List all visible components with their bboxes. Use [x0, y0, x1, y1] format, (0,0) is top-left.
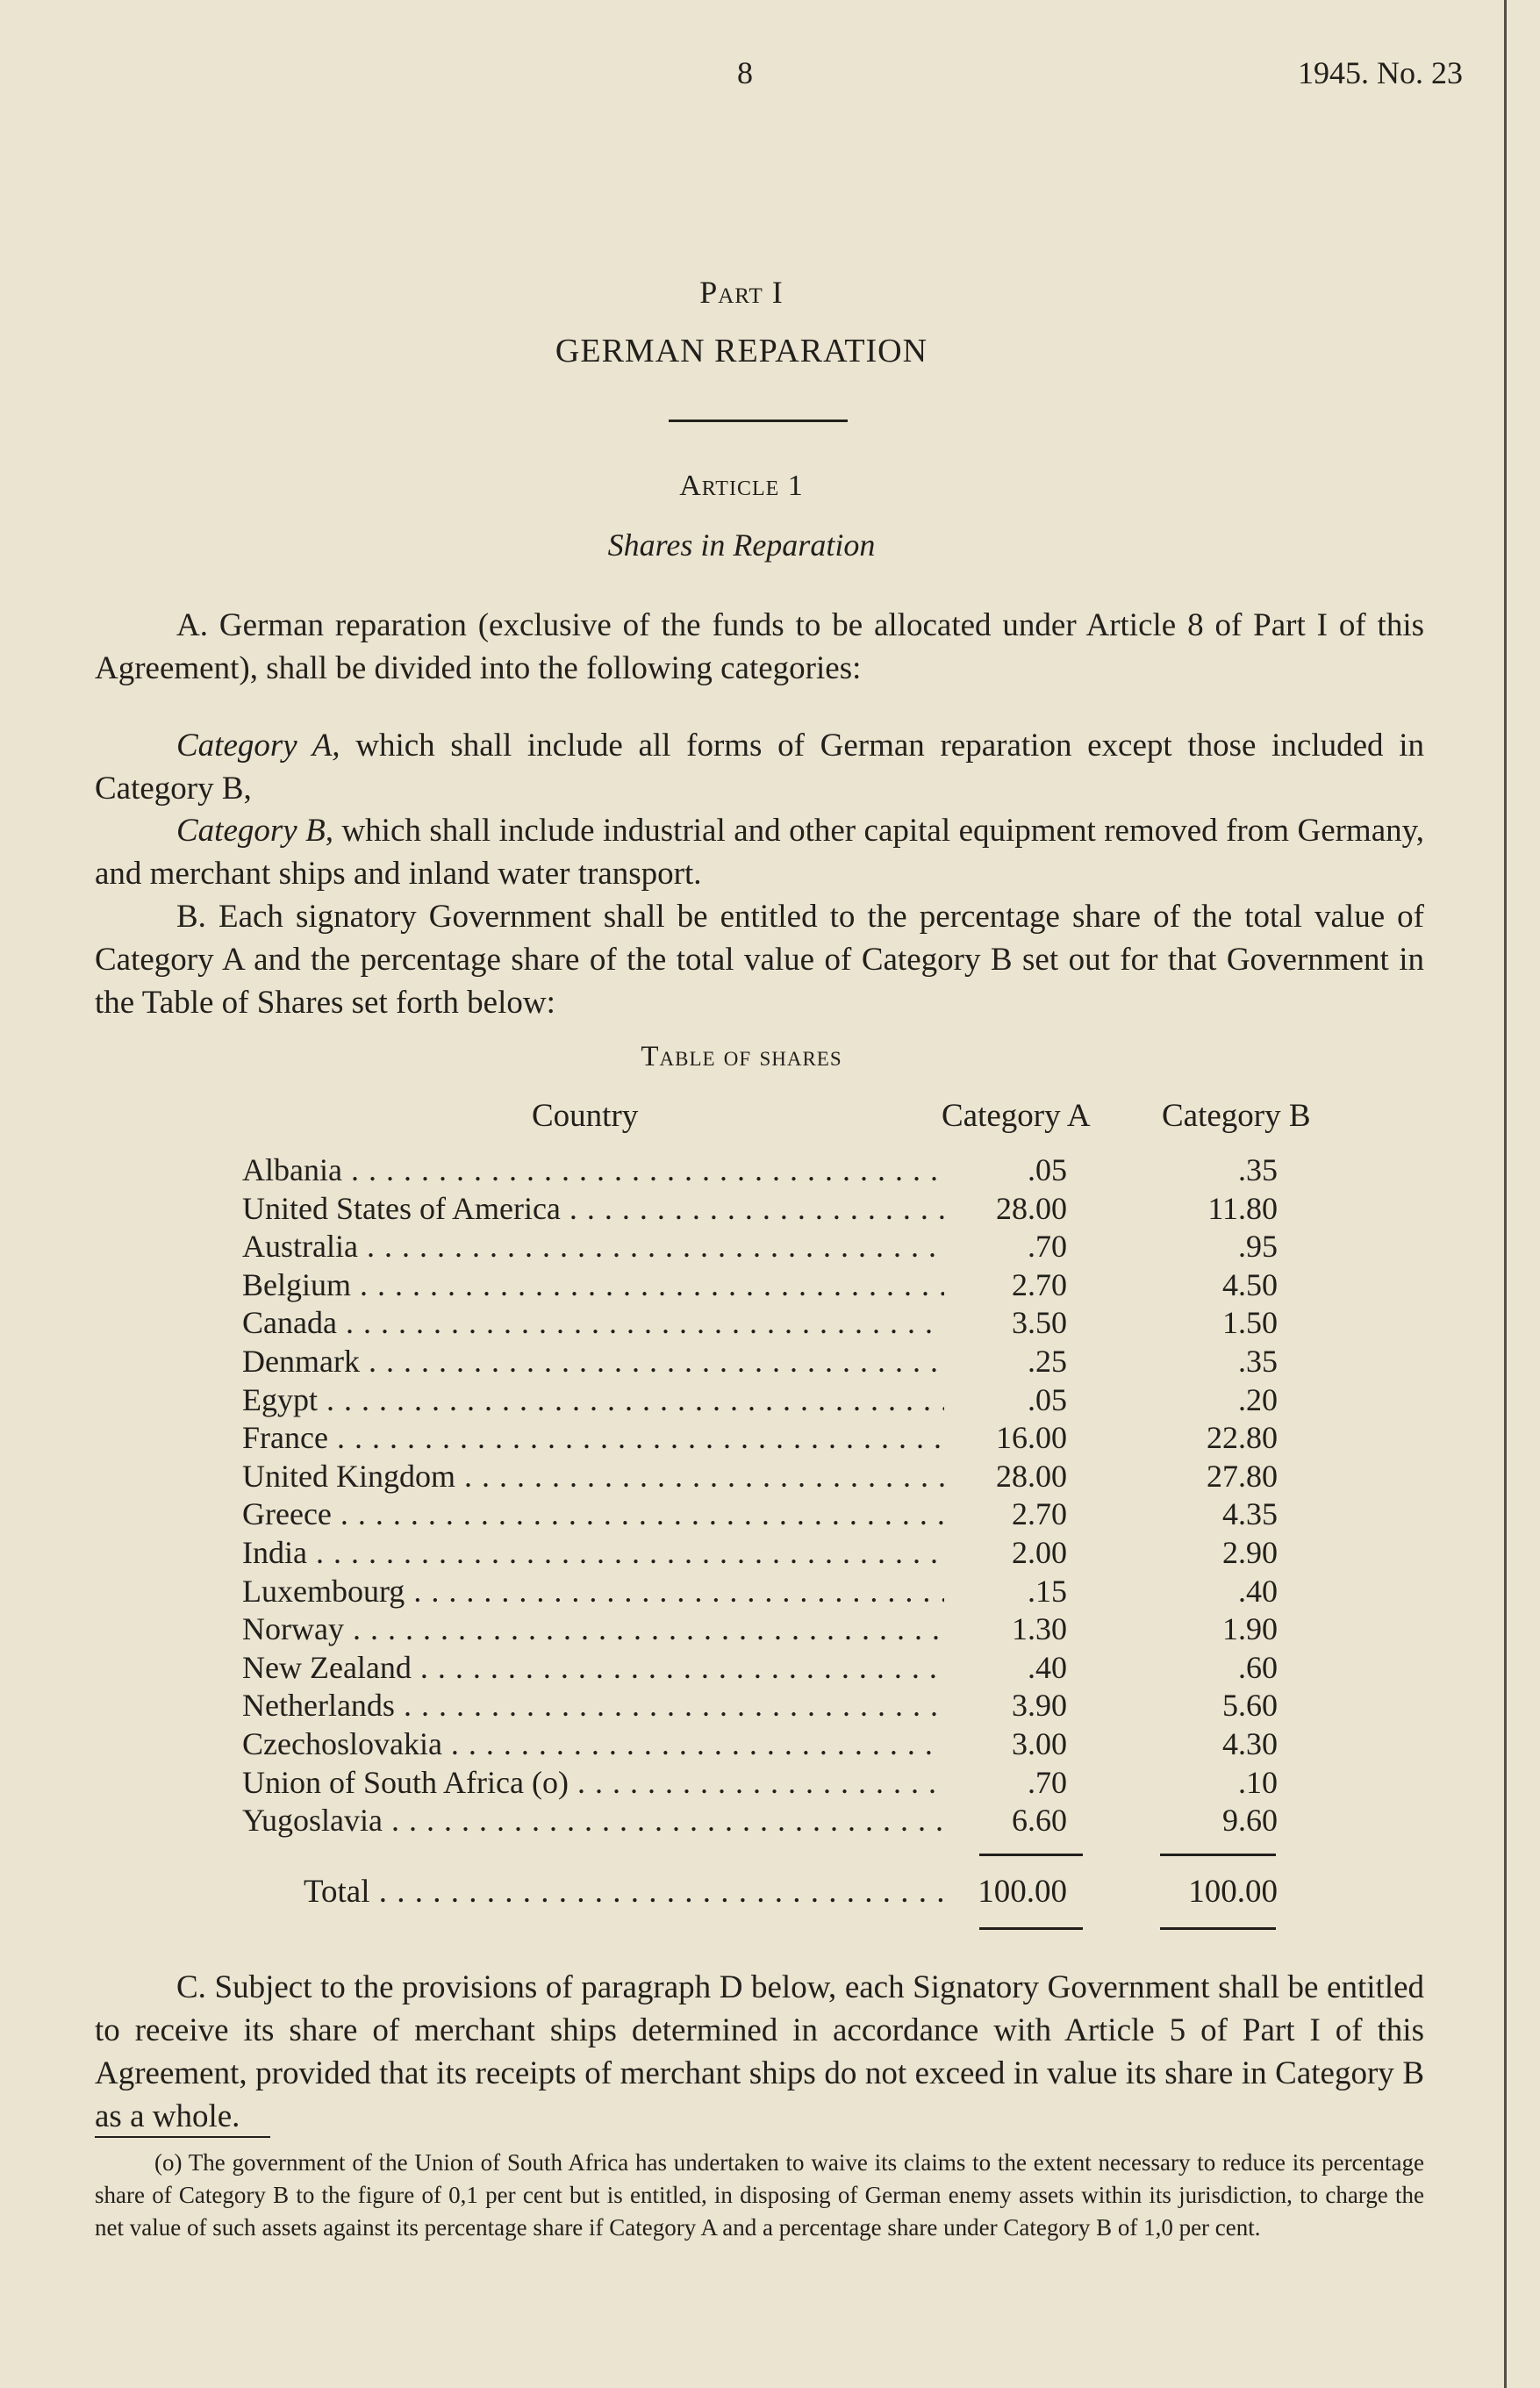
- country-name: Netherlands . . .: [242, 1687, 944, 1725]
- column-header-category-b: Category B: [1162, 1098, 1311, 1134]
- country-name: Greece . . .: [242, 1495, 944, 1534]
- sum-rule-b-top: [1160, 1854, 1276, 1856]
- page-edge: [1504, 0, 1507, 2388]
- page-number: 8: [737, 55, 753, 90]
- table-of-shares: [242, 1151, 1278, 1840]
- table-row: [242, 1610, 1278, 1649]
- category-a-share: 2.00: [1012, 1534, 1067, 1570]
- country-name: United States of America . . .: [242, 1190, 944, 1229]
- total-category-b: 100.00: [1188, 1874, 1278, 1910]
- category-b-definition: [95, 809, 1424, 895]
- category-b-share: 1.50: [1222, 1305, 1278, 1341]
- category-b-share: .95: [1238, 1229, 1278, 1265]
- category-b-share: 4.50: [1222, 1266, 1278, 1302]
- category-a-share: .25: [1028, 1343, 1067, 1379]
- category-b-share: 4.30: [1222, 1725, 1278, 1761]
- category-b-share: 11.80: [1207, 1190, 1278, 1226]
- category-a-share: 3.00: [1012, 1725, 1067, 1761]
- country-name: United Kingdom . . .: [242, 1458, 944, 1496]
- category-a-share: 16.00: [996, 1420, 1067, 1456]
- footnote-text: (o) The government of the Union of South Africa has undertaken to waive its claims to the extent necessary to reduce its percentage share of Category B to the figure of 0,1 per cent but is entitled, in disposing of German enemy assets within its jurisdiction, to charge the net value of such assets against its percentage share if Category A and a percentage share under Category B of 1,0 per cent.: [95, 2149, 1424, 2241]
- category-a-text: which shall include all forms of German reparation except those included in Category B,: [95, 728, 1424, 807]
- country-name: France . . .: [242, 1419, 944, 1458]
- category-b-share: .10: [1238, 1764, 1278, 1800]
- total-category-a: 100.00: [978, 1874, 1067, 1910]
- table-row: [242, 1649, 1278, 1688]
- category-a-label: Category A,: [176, 728, 340, 764]
- column-header-category-a: Category A: [942, 1098, 1091, 1134]
- article-subtitle: Shares in Reparation: [607, 527, 876, 563]
- category-b-share: 9.60: [1222, 1803, 1278, 1839]
- article-heading: Article 1: [679, 470, 804, 502]
- table-row: [242, 1802, 1278, 1840]
- country-name: Norway . . .: [242, 1610, 944, 1649]
- table-row: [242, 1190, 1278, 1229]
- total-row: [304, 1873, 1278, 1911]
- table-row: [242, 1458, 1278, 1496]
- table-row: [242, 1304, 1278, 1343]
- country-name: Luxembourg . . .: [242, 1573, 944, 1611]
- title-divider: [669, 420, 848, 422]
- table-row: [242, 1228, 1278, 1266]
- column-header-country: Country: [532, 1098, 639, 1134]
- category-a-share: .15: [1028, 1573, 1067, 1609]
- country-name: Union of South Africa (o) . . .: [242, 1764, 944, 1803]
- country-name: Albania . . .: [242, 1151, 944, 1190]
- table-row: [242, 1687, 1278, 1725]
- paragraph-b-text: B. Each signatory Government shall be entitled to the percentage share of the total value of Category A and the percentage share of the total value of Category B set out for that Government in the Table of Shares set forth below:: [95, 899, 1424, 1021]
- category-b-share: .35: [1238, 1343, 1278, 1379]
- category-b-share: 22.80: [1207, 1420, 1278, 1456]
- country-name: Egypt . . .: [242, 1381, 944, 1420]
- country-name: Denmark . . .: [242, 1343, 944, 1381]
- country-name: Belgium . . .: [242, 1266, 944, 1305]
- category-b-share: 27.80: [1207, 1458, 1278, 1494]
- category-b-label: Category B,: [176, 813, 333, 849]
- country-name: New Zealand . . .: [242, 1649, 944, 1688]
- category-a-share: 2.70: [1012, 1496, 1067, 1532]
- category-a-share: 6.60: [1012, 1803, 1067, 1839]
- sum-rule-a-top: [979, 1854, 1083, 1856]
- table-row: [242, 1764, 1278, 1803]
- table-row: [242, 1419, 1278, 1458]
- table-row: [242, 1343, 1278, 1381]
- table-row: [242, 1573, 1278, 1611]
- footnote: [95, 2147, 1424, 2244]
- category-a-share: 28.00: [996, 1458, 1067, 1494]
- table-title: Table of shares: [641, 1041, 842, 1072]
- category-b-share: 4.35: [1222, 1496, 1278, 1532]
- table-row: [242, 1725, 1278, 1764]
- category-b-share: 2.90: [1222, 1534, 1278, 1570]
- category-a-definition: [95, 724, 1424, 810]
- category-b-share: 1.90: [1222, 1611, 1278, 1647]
- category-a-share: 1.30: [1012, 1611, 1067, 1647]
- category-b-share: 5.60: [1222, 1688, 1278, 1724]
- category-a-share: 28.00: [996, 1190, 1067, 1226]
- paragraph-b: [95, 895, 1424, 1024]
- country-name: Czechoslovakia . . .: [242, 1725, 944, 1764]
- category-b-share: .40: [1238, 1573, 1278, 1609]
- country-name: Canada . . .: [242, 1304, 944, 1343]
- sum-rule-a-bottom: [979, 1927, 1083, 1930]
- total-label: Total . . .: [304, 1873, 944, 1911]
- country-name: Australia . . .: [242, 1228, 944, 1266]
- category-a-share: .05: [1028, 1381, 1067, 1417]
- category-a-share: .40: [1028, 1649, 1067, 1685]
- section-title: GERMAN REPARATION: [555, 333, 928, 369]
- category-a-share: 3.50: [1012, 1305, 1067, 1341]
- category-b-share: .60: [1238, 1649, 1278, 1685]
- country-name: Yugoslavia . . .: [242, 1802, 944, 1840]
- sum-rule-b-bottom: [1160, 1927, 1276, 1930]
- category-a-share: 3.90: [1012, 1688, 1067, 1724]
- document-reference: 1945. No. 23: [1298, 55, 1463, 90]
- paragraph-c: [95, 1966, 1424, 2138]
- category-a-share: .70: [1028, 1229, 1067, 1265]
- part-heading: Part I: [699, 275, 784, 310]
- paragraph-a-text: A. German reparation (exclusive of the funds to be allocated under Article 8 of Part I of this Agreement), shall be divided into the following categories:: [95, 607, 1424, 686]
- table-row: [242, 1534, 1278, 1573]
- table-row: [242, 1151, 1278, 1190]
- table-row: [242, 1495, 1278, 1534]
- paragraph-c-text: C. Subject to the provisions of paragraph D below, each Signatory Government shall be entitled to receive its share of merchant ships determined in accordance with Article 5 of Part I of this Agreement, provided that its receipts of merchant ships do not exceed in value its share in Category B as a whole.: [95, 1969, 1424, 2134]
- footnote-divider: [95, 2136, 270, 2138]
- category-b-text: which shall include industrial and other capital equipment removed from Germany, and merchant ships and inland water transport.: [95, 813, 1424, 892]
- category-a-share: .70: [1028, 1764, 1067, 1800]
- country-name: India . . .: [242, 1534, 944, 1573]
- paragraph-a: [95, 604, 1424, 690]
- category-a-share: 2.70: [1012, 1266, 1067, 1302]
- category-b-share: .35: [1238, 1152, 1278, 1187]
- table-row: [242, 1266, 1278, 1305]
- category-b-share: .20: [1238, 1381, 1278, 1417]
- category-a-share: .05: [1028, 1152, 1067, 1187]
- table-row: [242, 1381, 1278, 1420]
